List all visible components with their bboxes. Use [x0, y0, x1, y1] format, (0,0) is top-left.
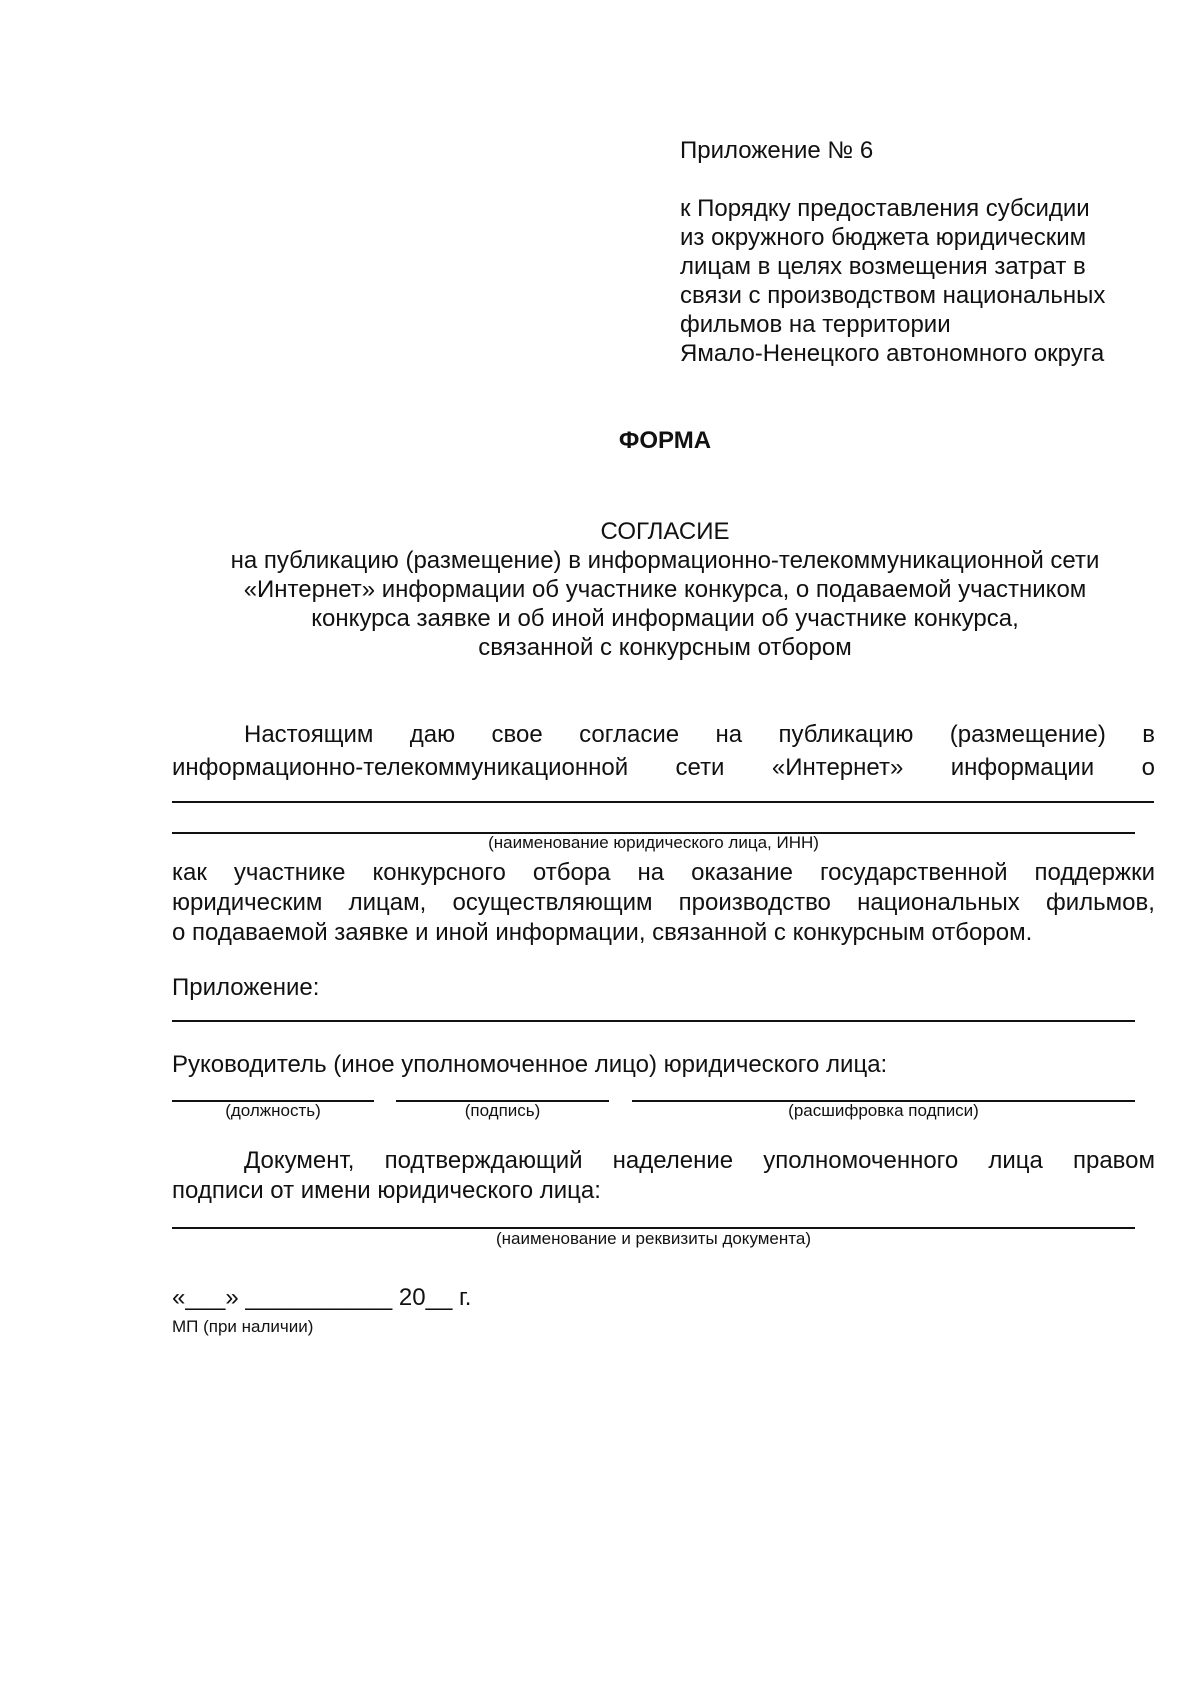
word: информационно-телекоммуникационной — [172, 754, 629, 781]
paragraph-line: подписи от имени юридического лица: — [172, 1177, 601, 1204]
paragraph-line — [172, 751, 1155, 784]
word: подтверждающий — [384, 1147, 583, 1174]
word: информации — [950, 754, 1095, 781]
word: государственной — [819, 859, 1008, 886]
word: как — [172, 859, 207, 886]
word: осуществляющим — [452, 889, 653, 916]
date-line[interactable]: «___» ___________ 20__ г. — [172, 1284, 472, 1311]
word: конкурсного — [372, 859, 506, 886]
paragraph-line — [172, 1146, 1155, 1176]
word: уполномоченного — [763, 1147, 959, 1174]
word: «Интернет» — [771, 754, 904, 781]
word: Настоящим — [244, 721, 374, 748]
word: о — [1141, 754, 1155, 781]
word: на — [715, 721, 743, 748]
attachment-line: лицам в целях возмещения затрат в — [680, 253, 1086, 280]
word: юридическим — [172, 889, 323, 916]
attachment-reference — [680, 194, 1150, 368]
consent-subtitle-line: конкурса заявке и об иной информации об участнике конкурса, — [311, 605, 1019, 632]
position-caption: (должность) — [225, 1101, 321, 1120]
attachment-line: Ямало-Ненецкого автономного округа — [680, 340, 1105, 367]
paragraph-line — [172, 888, 1155, 918]
word: наделение — [612, 1147, 734, 1174]
word: правом — [1072, 1147, 1155, 1174]
paragraph-line: о подаваемой заявке и иной информации, связанной с конкурсным отбором. — [172, 919, 1033, 946]
document-caption: (наименование и реквизиты документа) — [495, 1229, 811, 1248]
word: даю — [409, 721, 456, 748]
consent-paragraph-continuation — [172, 858, 1155, 948]
word: оказание — [691, 859, 793, 886]
consent-subtitle-line: «Интернет» информации об участнике конкурса, о подаваемой участником — [243, 576, 1087, 603]
word: на — [637, 859, 665, 886]
consent-subtitle-line: связанной с конкурсным отбором — [478, 634, 852, 661]
attachment-label: Приложение: — [172, 974, 320, 1001]
consent-title: СОГЛАСИЕ — [600, 518, 730, 545]
word: национальных — [857, 889, 1020, 916]
word: согласие — [579, 721, 680, 748]
word: в — [1142, 721, 1155, 748]
attachment-line: связи с производством национальных — [680, 282, 1106, 309]
word: участнике — [233, 859, 346, 886]
word: сети — [675, 754, 725, 781]
signature-caption: (подпись) — [464, 1101, 541, 1120]
word: лица — [988, 1147, 1043, 1174]
consent-subtitle-line: на публикацию (размещение) в информационно-телекоммуникационной сети — [230, 547, 1100, 574]
word: фильмов, — [1046, 889, 1155, 916]
consent-heading — [170, 517, 1160, 662]
form-label: ФОРМА — [618, 427, 712, 454]
word: публикацию — [778, 721, 914, 748]
authority-paragraph — [172, 1146, 1155, 1206]
signature-decoding-caption: (расшифровка подписи) — [788, 1101, 979, 1120]
word: производство — [678, 889, 831, 916]
paragraph-line — [172, 718, 1155, 751]
attachment-title: Приложение № 6 — [680, 137, 874, 164]
attachment-line: фильмов на территории — [680, 311, 951, 338]
word: Документ, — [244, 1147, 355, 1174]
word: свое — [491, 721, 543, 748]
entity-name-line[interactable] — [172, 801, 1154, 803]
attachment-line: из окружного бюджета юридическим — [680, 224, 1087, 251]
paragraph-line — [172, 858, 1155, 888]
consent-paragraph — [172, 718, 1155, 784]
stamp-label: МП (при наличии) — [172, 1317, 314, 1336]
word: поддержки — [1034, 859, 1155, 886]
word: (размещение) — [949, 721, 1106, 748]
attachment-line: к Порядку предоставления субсидии — [680, 195, 1090, 222]
entity-name-caption: (наименование юридического лица, ИНН) — [488, 833, 819, 852]
word: лицам, — [348, 889, 427, 916]
head-label: Руководитель (иное уполномоченное лицо) юридического лица: — [172, 1051, 888, 1078]
word: отбора — [532, 859, 611, 886]
attachment-field-line[interactable] — [172, 1020, 1135, 1022]
